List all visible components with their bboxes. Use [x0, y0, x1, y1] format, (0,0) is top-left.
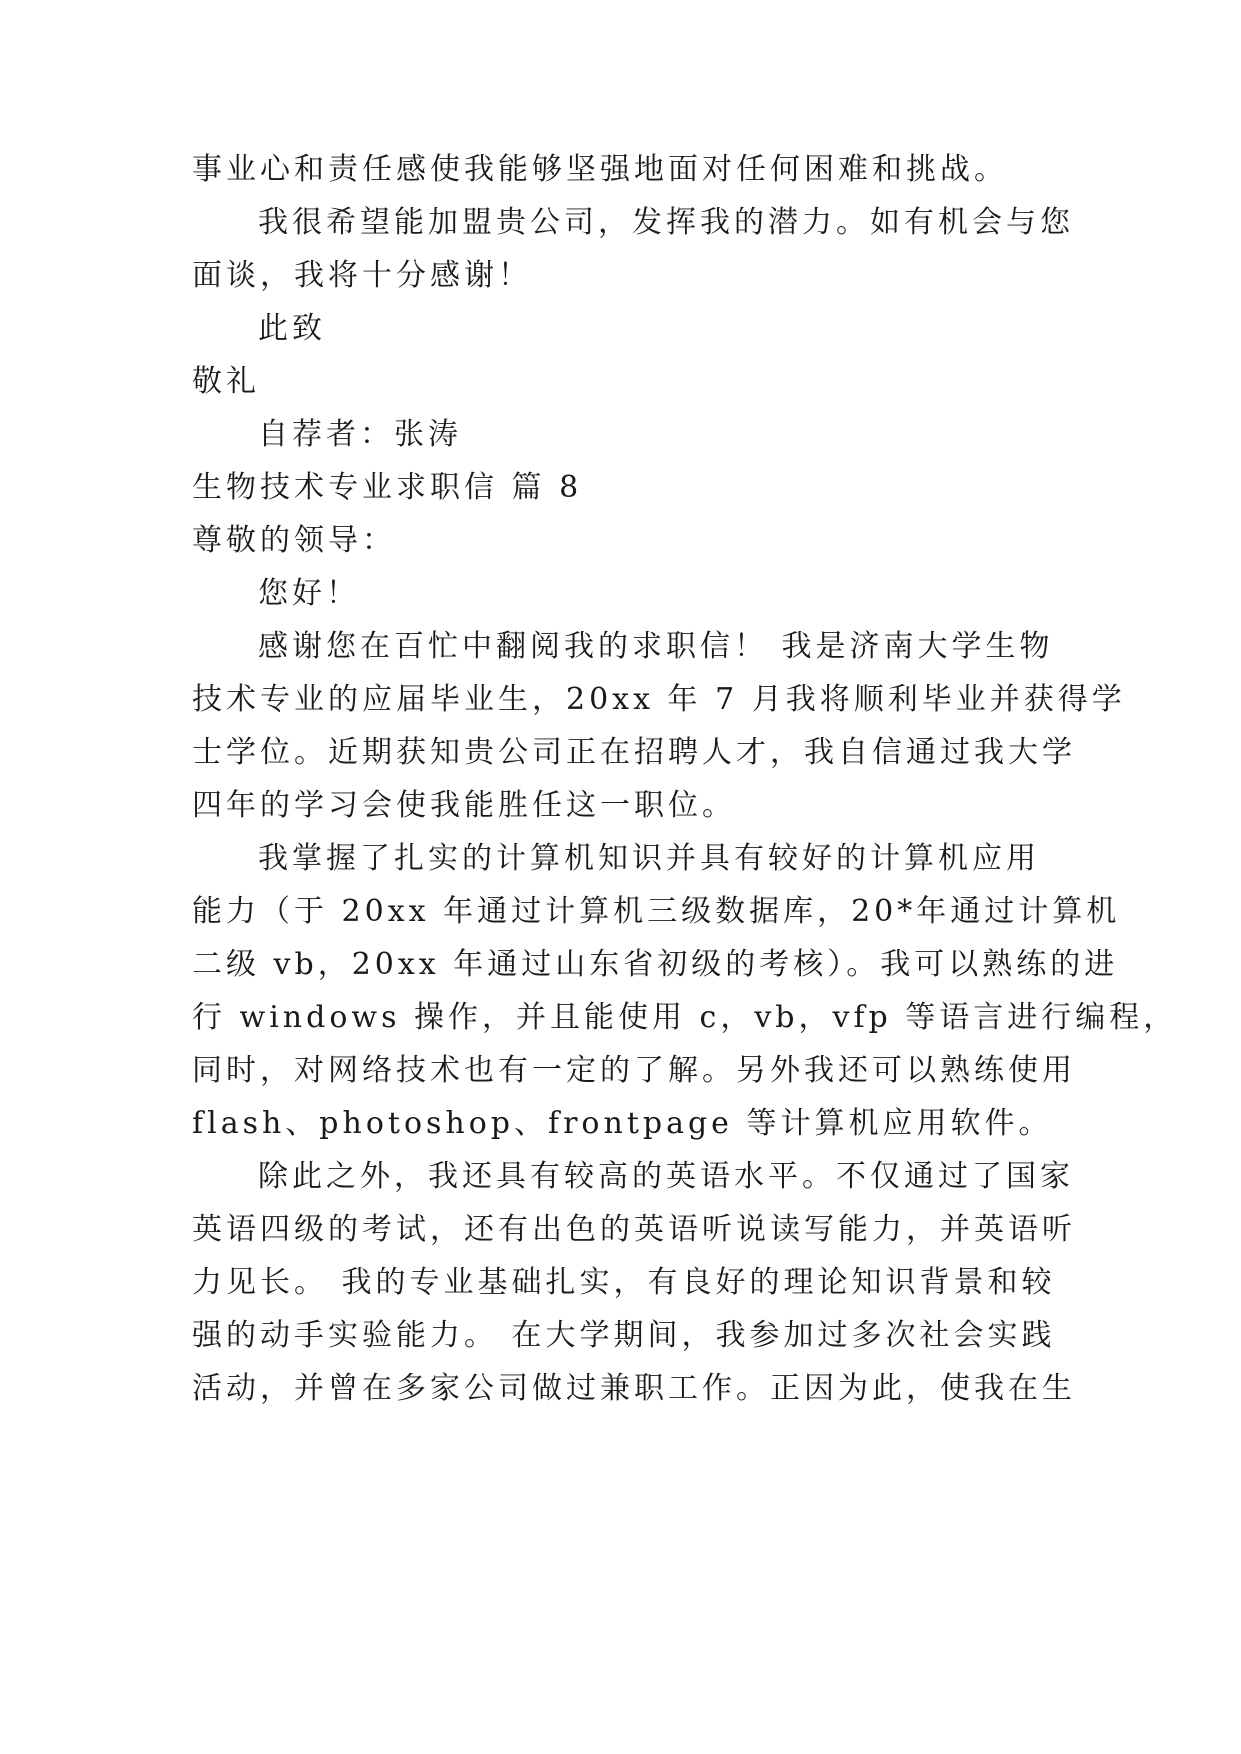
text-line: 强的动手实验能力。 在大学期间，我参加过多次社会实践: [192, 1318, 1056, 1353]
text-line: 能力（于 20xx 年通过计算机三级数据库，20*年通过计算机: [192, 894, 1121, 929]
text-line: 感谢您在百忙中翻阅我的求职信！ 我是济南大学生物: [258, 629, 1054, 664]
text-line: 活动，并曾在多家公司做过兼职工作。正因为此，使我在生: [192, 1371, 1076, 1406]
text-line: 士学位。近期获知贵公司正在招聘人才，我自信通过我大学: [192, 735, 1076, 770]
text-line: 除此之外，我还具有较高的英语水平。不仅通过了国家: [258, 1159, 1074, 1194]
text-line: 技术专业的应届毕业生，20xx 年 7 月我将顺利毕业并获得学: [192, 682, 1126, 717]
closing-salutation: 此致: [258, 311, 326, 346]
text-line: 二级 vb，20xx 年通过山东省初级的考核）。我可以熟练的进: [192, 947, 1119, 982]
text-line: 四年的学习会使我能胜任这一职位。: [192, 788, 736, 823]
text-line: 同时，对网络技术也有一定的了解。另外我还可以熟练使用: [192, 1053, 1076, 1088]
text-line: flash、photoshop、frontpage 等计算机应用软件。: [192, 1106, 1053, 1141]
closing-regards: 敬礼: [192, 364, 260, 399]
text-line: 我掌握了扎实的计算机知识并具有较好的计算机应用: [258, 841, 1040, 876]
text-line: 英语四级的考试，还有出色的英语听说读写能力，并英语听: [192, 1212, 1076, 1247]
signature-line: 自荐者：张涛: [258, 417, 462, 452]
text-line: 我很希望能加盟贵公司，发挥我的潜力。如有机会与您: [258, 205, 1074, 240]
text-line: 力见长。 我的专业基础扎实，有良好的理论知识背景和较: [192, 1265, 1056, 1300]
section-heading: 生物技术专业求职信 篇 8: [192, 470, 583, 505]
greeting: 尊敬的领导：: [192, 523, 396, 558]
text-line: 行 windows 操作，并且能使用 c，vb，vfp 等语言进行编程，: [192, 1000, 1178, 1035]
text-line: 面谈，我将十分感谢！: [192, 258, 532, 293]
greeting-hello: 您好！: [258, 576, 360, 611]
text-line: 事业心和责任感使我能够坚强地面对任何困难和挑战。: [192, 152, 1008, 187]
